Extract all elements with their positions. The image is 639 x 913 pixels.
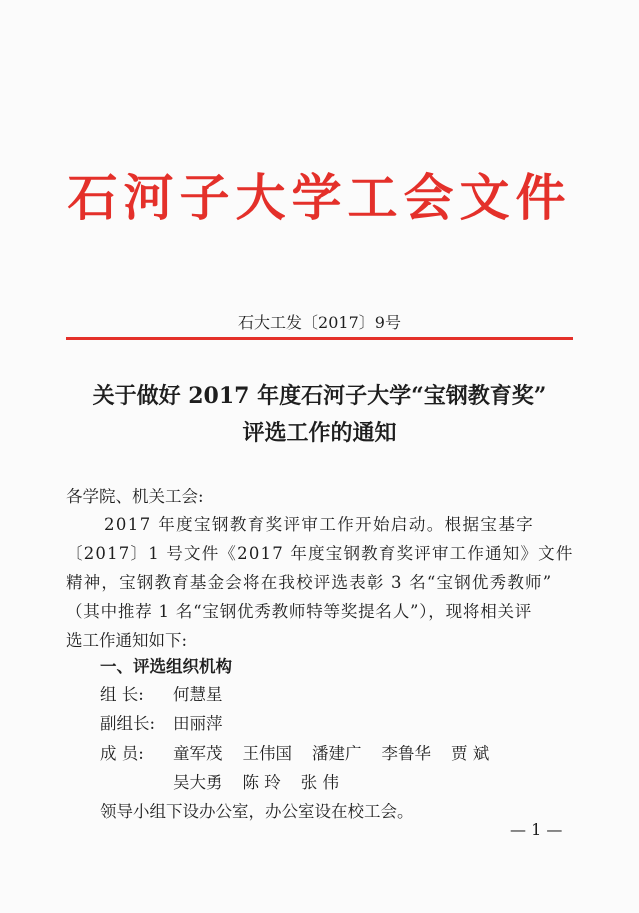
document-title-line-2: 评选工作的通知 (242, 420, 397, 446)
deputy-row (100, 713, 223, 735)
member-name: 张 伟 (300, 773, 339, 792)
member-name: 潘建广 (312, 744, 362, 763)
members-row-continued (173, 772, 339, 794)
masthead: 石河子大学工会文件 (67, 168, 572, 227)
members-row (100, 743, 489, 765)
document-title-line-1: 关于做好 2017 年度石河子大学“宝钢教育奖” (92, 383, 547, 409)
deputy-label: 副组长: (100, 714, 156, 733)
leader-row (100, 684, 223, 706)
members-label: 成 员: (100, 744, 144, 763)
office-note: 领导小组下设办公室，办公室设在校工会。 (100, 802, 414, 821)
red-divider (66, 337, 573, 340)
paragraph-line: 2017 年度宝钢教育奖评审工作开始启动。根据宝基字 (104, 515, 535, 534)
leader-label: 组 长: (100, 685, 144, 704)
salutation: 各学院、机关工会: (66, 487, 204, 506)
member-name: 李鲁华 (381, 744, 431, 763)
member-name: 陈 玲 (242, 773, 281, 792)
paragraph-line: 〔2017〕1 号文件《2017 年度宝钢教育奖评审工作通知》文件 (66, 544, 574, 563)
member-name: 吴大勇 (173, 773, 223, 792)
paragraph-line: （其中推荐 1 名“宝钢优秀教师特等奖提名人”），现将相关评 (66, 602, 533, 621)
member-name: 贾 斌 (451, 744, 490, 763)
page-number: — 1 — (510, 820, 563, 839)
member-name: 童军茂 (173, 744, 223, 763)
deputy-name: 田丽萍 (173, 714, 223, 733)
member-name: 王伟国 (242, 744, 292, 763)
paragraph-line: 选工作通知如下: (66, 631, 188, 650)
leader-name: 何慧星 (173, 685, 223, 704)
paragraph-line: 精神，宝钢教育基金会将在我校评选表彰 3 名“宝钢优秀教师” (66, 573, 553, 592)
document-number: 石大工发〔2017〕9号 (238, 313, 401, 332)
section-heading: 一、评选组织机构 (100, 657, 232, 676)
